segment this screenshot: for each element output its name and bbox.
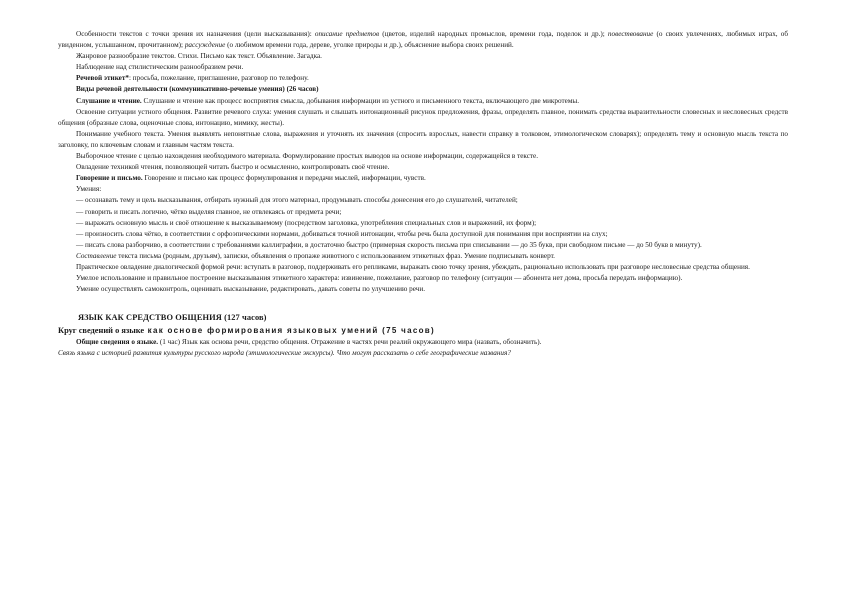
text-span: текста письма (родным, друзьям), записки, объявления о пропаже животного с использованием этикетных фраз. Умение подписывать конверт. bbox=[116, 251, 555, 260]
paragraph-reading-technique: Овладение техникой чтения, позволяющей читать быстро и осмысленно, контролировать своё чтение. bbox=[76, 163, 390, 172]
text-span: (цветов, изделий народных промыслов, времени года, поделок и др.); bbox=[379, 30, 608, 38]
paragraph-etiquette-usage: Умелое использование и правильное построение высказывания этикетного характера: извинение, пожелание, разговор по телефону (ситуации — абонента нет дома, просьба передать информацию). bbox=[76, 274, 683, 283]
paragraph-dialogue: Практическое овладение диалогической формой речи: вступать в разговор, поддерживать его репликами, выражать свою точку зрения, убеждать, рационально использовать при разговоре несловесные средства общения. bbox=[76, 262, 750, 271]
bold-term-listening: Слушание и чтение. bbox=[76, 96, 142, 105]
italic-term-narration: повествование bbox=[607, 30, 654, 38]
bold-term-etiquette: Речевой этикет* bbox=[76, 74, 129, 83]
paragraph-general-info bbox=[58, 337, 788, 348]
list-item-skill-5: — писать слова разборчиво, в соответствии с требованиями каллиграфии, в достаточно быстро (примерная скорость письма при списывании — до 35 букв, при свободном письме — до 50 букв в минуту). bbox=[76, 240, 702, 249]
section-heading-speech-activity: Виды речевой деятельности (коммуникативно-речевые умения) (26 часов) bbox=[76, 85, 319, 94]
paragraph-speaking-writing bbox=[58, 173, 788, 184]
text-span: Слушание и чтение как процесс восприятия смысла, добывания информации из устного и письменного текста, включающего две микротемы. bbox=[141, 96, 580, 105]
paragraph-composition bbox=[58, 251, 788, 262]
paragraph-language-history: Связь языка с историей развития культуры русского народа (этимологические экскурсы). Что могут рассказать о себе географические названия? bbox=[58, 349, 511, 358]
text-span: : просьба, пожелание, приглашение, разговор по телефону. bbox=[128, 74, 309, 83]
paragraph-stylistic: Наблюдение над стилистическим разнообразием речи. bbox=[76, 63, 244, 72]
italic-term-reasoning: рассуждение bbox=[184, 41, 226, 50]
text-span: (1 час) Язык как основа речи, средство общения. Отражение в частях речи реалий окружающего мира (назвать, обозначить). bbox=[158, 338, 542, 347]
list-item-skill-3: — выражать основную мысль и своё отношение к высказываемому (посредством заголовка, употребления специальных слов и выражений, их форм); bbox=[76, 218, 537, 227]
paragraph-selective-reading: Выборочное чтение с целью нахождения необходимого материала. Формулирование простых выводов на основе информации, содержащейся в тексте. bbox=[76, 152, 539, 161]
paragraph-genres: Жанровое разнообразие текстов. Стихи. Письмо как текст. Объявление. Загадка. bbox=[76, 52, 322, 61]
subsection-heading-language-knowledge bbox=[58, 324, 788, 337]
italic-term-description: описание предметов bbox=[314, 30, 380, 38]
text-span: Особенности текстов с точки зрения их назначения (цели высказывания): bbox=[76, 30, 315, 38]
bold-term-speaking: Говорение и письмо. bbox=[76, 174, 143, 183]
spacer bbox=[58, 295, 788, 312]
text-span: Говорение и письмо как процесс формулирования и передачи мыслей, информации, чувств. bbox=[142, 174, 426, 183]
text-span: Круг сведений о языке bbox=[58, 326, 145, 336]
paragraph-listening bbox=[58, 96, 788, 107]
section-heading-language: ЯЗЫК КАК СРЕДСТВО ОБЩЕНИЯ (127 часов) bbox=[78, 313, 267, 323]
paragraph-text-purposes bbox=[58, 29, 788, 51]
paragraph-etiquette bbox=[58, 73, 788, 84]
list-item-skill-1: — осознавать тему и цель высказывания, отбирать нужный для этого материал, продумывать способы донесения его до слушателей, читателей; bbox=[76, 196, 518, 205]
text-span: (о своих увлечениях, любимых играх, об увиденном, услышанном, прочитанном); bbox=[58, 30, 788, 50]
list-item-skill-4: — произносить слова чётко, в соответствии с орфоэпическими нормами, добиваться точной интонации, чтобы речь была доступной для понимания при восприятии на слух; bbox=[76, 229, 608, 238]
italic-term-composition: Составление bbox=[76, 251, 117, 260]
paragraph-oral-communication: Освоение ситуации устного общения. Развитие речевого слуха: умения слушать и слышать интонационный рисунок предложения, фразы, определять главное, понимать средства выразительности словесных и несловесных средств общения (образные слова, оценочные слова, интонацию, мимику, жесты). bbox=[58, 107, 788, 127]
text-span: как основе формирования языковых умений (75 часов) bbox=[144, 326, 435, 336]
bold-term-general-info: Общие сведения о языке. bbox=[76, 338, 159, 347]
document-page bbox=[58, 29, 788, 359]
paragraph-self-control: Умение осуществлять самоконтроль, оценивать высказывание, редактировать, давать советы по улучшению речи. bbox=[76, 285, 426, 294]
list-item-skill-2: — говорить и писать логично, чётко выделяя главное, не отвлекаясь от предмета речи; bbox=[76, 207, 342, 216]
text-span: (о любимом времени года, дереве, уголке природы и др.), объяснение выбора своих решений. bbox=[225, 41, 514, 50]
paragraph-skills-label: Умения: bbox=[76, 185, 102, 194]
paragraph-understanding-text: Понимание учебного текста. Умения выявлять непонятные слова, выражения и уточнять их значения (спросить взрослых, навести справку в толковом, этимологическом словарях); определять тему и основную мысль текста по заголовку, по ключевым словам и главным частям текста. bbox=[58, 129, 788, 149]
